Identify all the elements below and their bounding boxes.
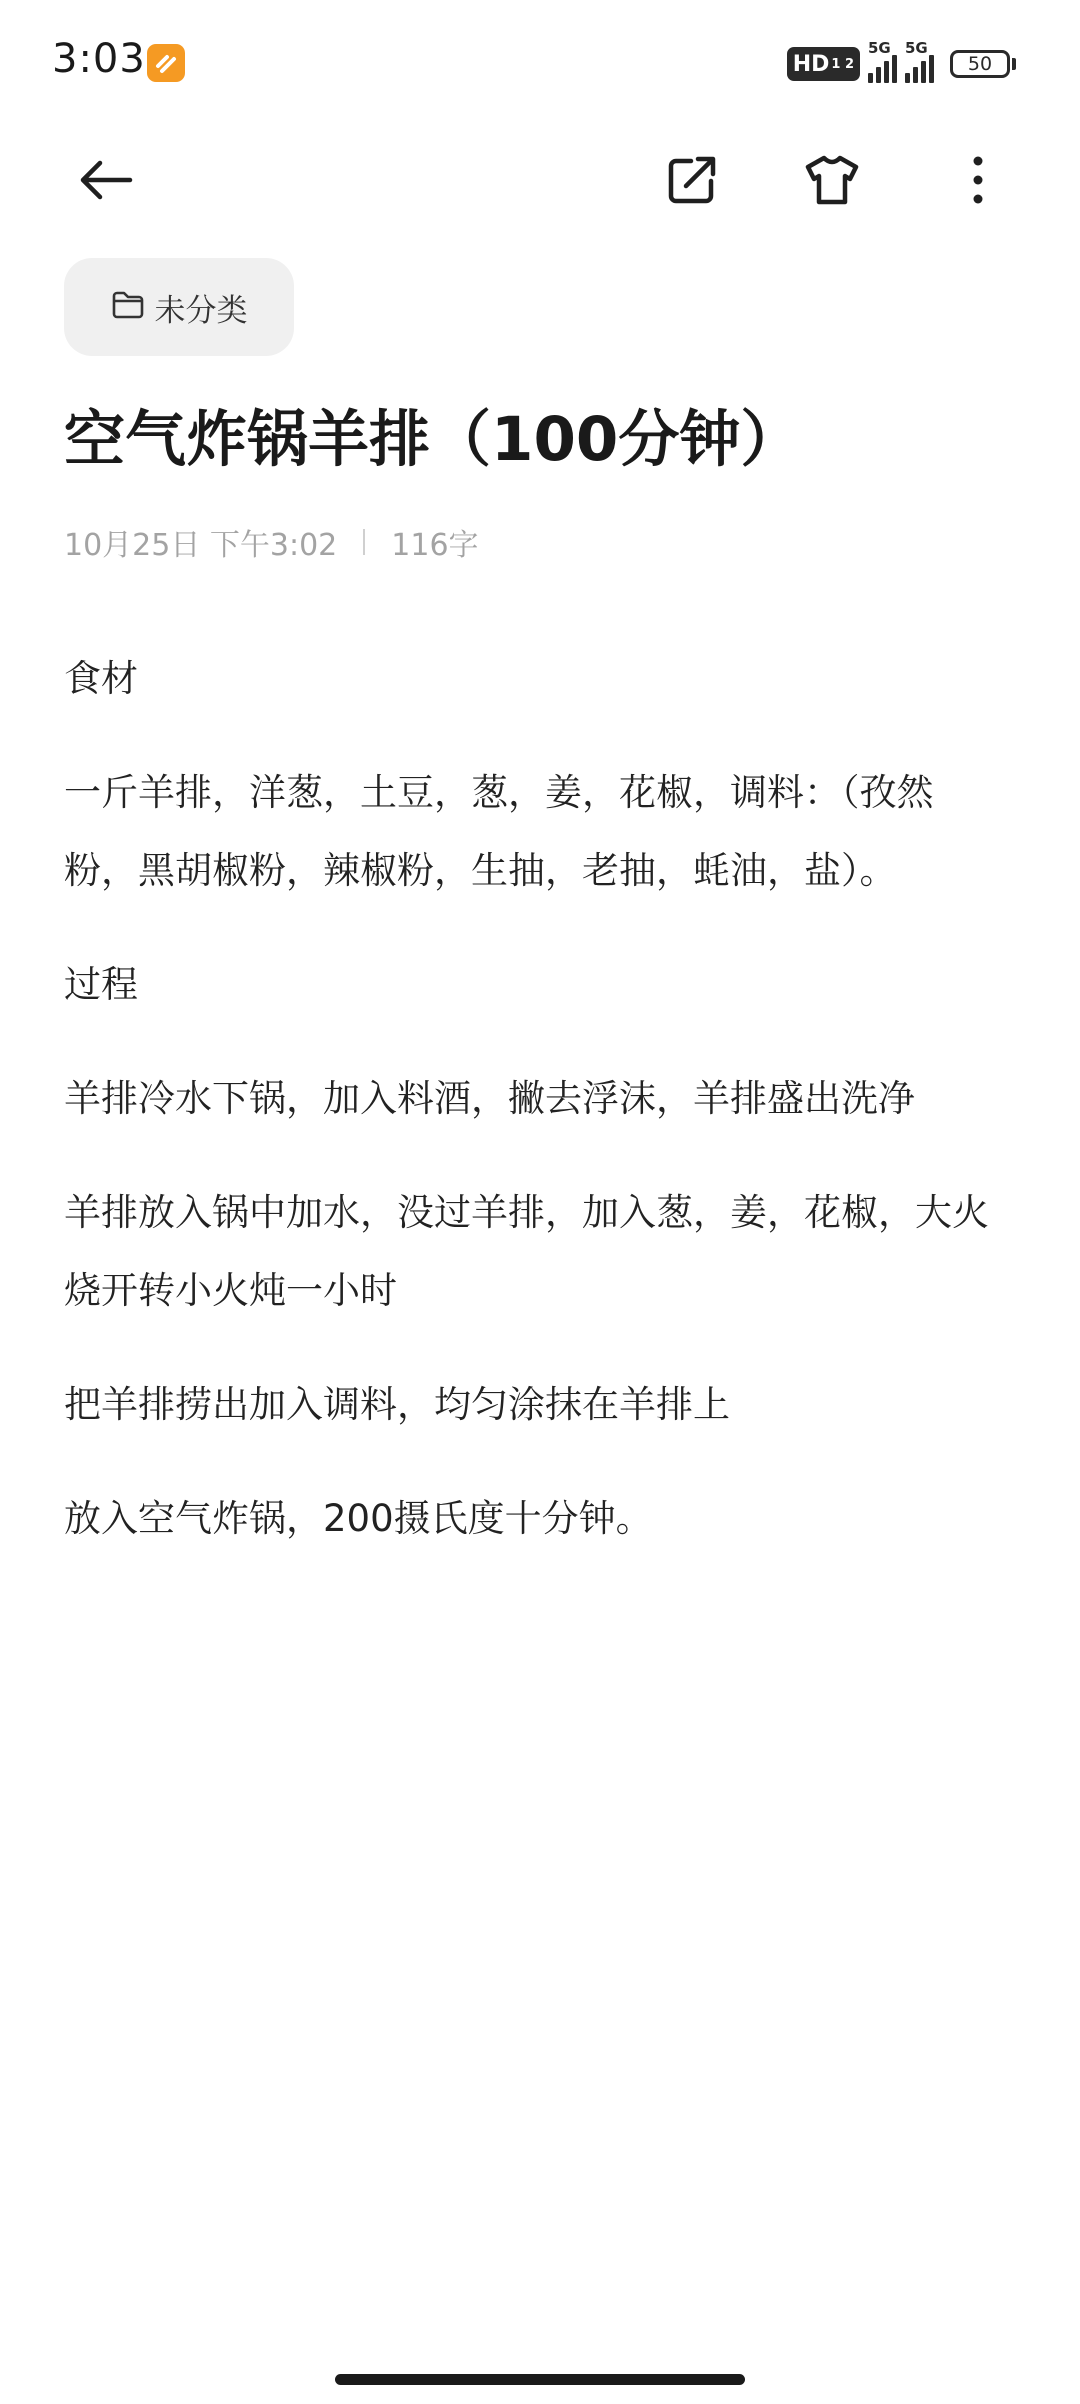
- meta-divider: [363, 529, 365, 555]
- hd-sup-label: 1 2: [831, 56, 854, 72]
- folder-icon: [111, 290, 145, 324]
- back-arrow-icon[interactable]: [72, 146, 140, 214]
- note-paragraph[interactable]: 羊排放入锅中加水，没过羊排，加入葱，姜，花椒，大火烧开转小火炖一小时: [64, 1191, 989, 1312]
- t-shirt-icon[interactable]: [798, 146, 866, 214]
- folder-chip[interactable]: [64, 258, 294, 356]
- note-paragraph[interactable]: 一斤羊排，洋葱，土豆，葱，姜，花椒，调料：（孜然粉，黑胡椒粉，辣椒粉，生抽，老抽，蚝油，盐）。: [64, 771, 934, 892]
- note-meta: [64, 520, 479, 564]
- signal-2-label: 5G: [905, 39, 928, 57]
- signal-icon-1: [868, 39, 897, 83]
- status-time: 3:03: [52, 36, 146, 82]
- note-paragraph[interactable]: 羊排冷水下锅，加入料酒，撇去浮沫，羊排盛出洗净: [64, 1077, 915, 1120]
- note-toolbar: [0, 130, 1080, 230]
- status-bar: [0, 0, 1080, 130]
- signal-icon-2: [905, 39, 934, 83]
- battery-icon: [950, 50, 1016, 78]
- home-indicator[interactable]: [335, 2374, 745, 2385]
- note-paragraph[interactable]: 过程: [64, 963, 138, 1006]
- note-body[interactable]: [64, 640, 999, 1594]
- note-title[interactable]: 空气炸锅羊排（100分钟）: [64, 404, 802, 475]
- hd-voice-icon: [787, 47, 860, 81]
- status-indicators: [787, 39, 1016, 84]
- hd-label: HD: [792, 51, 830, 77]
- note-paragraph[interactable]: 把羊排捞出加入调料，均匀涂抹在羊排上: [64, 1383, 730, 1426]
- note-paragraph[interactable]: 放入空气炸锅，200摄氏度十分钟。: [64, 1497, 653, 1540]
- more-options-icon[interactable]: [944, 146, 1012, 214]
- note-paragraph[interactable]: 食材: [64, 657, 138, 700]
- battery-level: 50: [950, 50, 1010, 78]
- app-notification-icon: [147, 44, 185, 82]
- signal-1-label: 5G: [868, 39, 891, 57]
- note-date: 10月25日 下午3:02: [64, 528, 338, 563]
- folder-label: 未分类: [154, 292, 248, 329]
- note-char-count: 116字: [391, 528, 479, 563]
- share-icon[interactable]: [658, 146, 726, 214]
